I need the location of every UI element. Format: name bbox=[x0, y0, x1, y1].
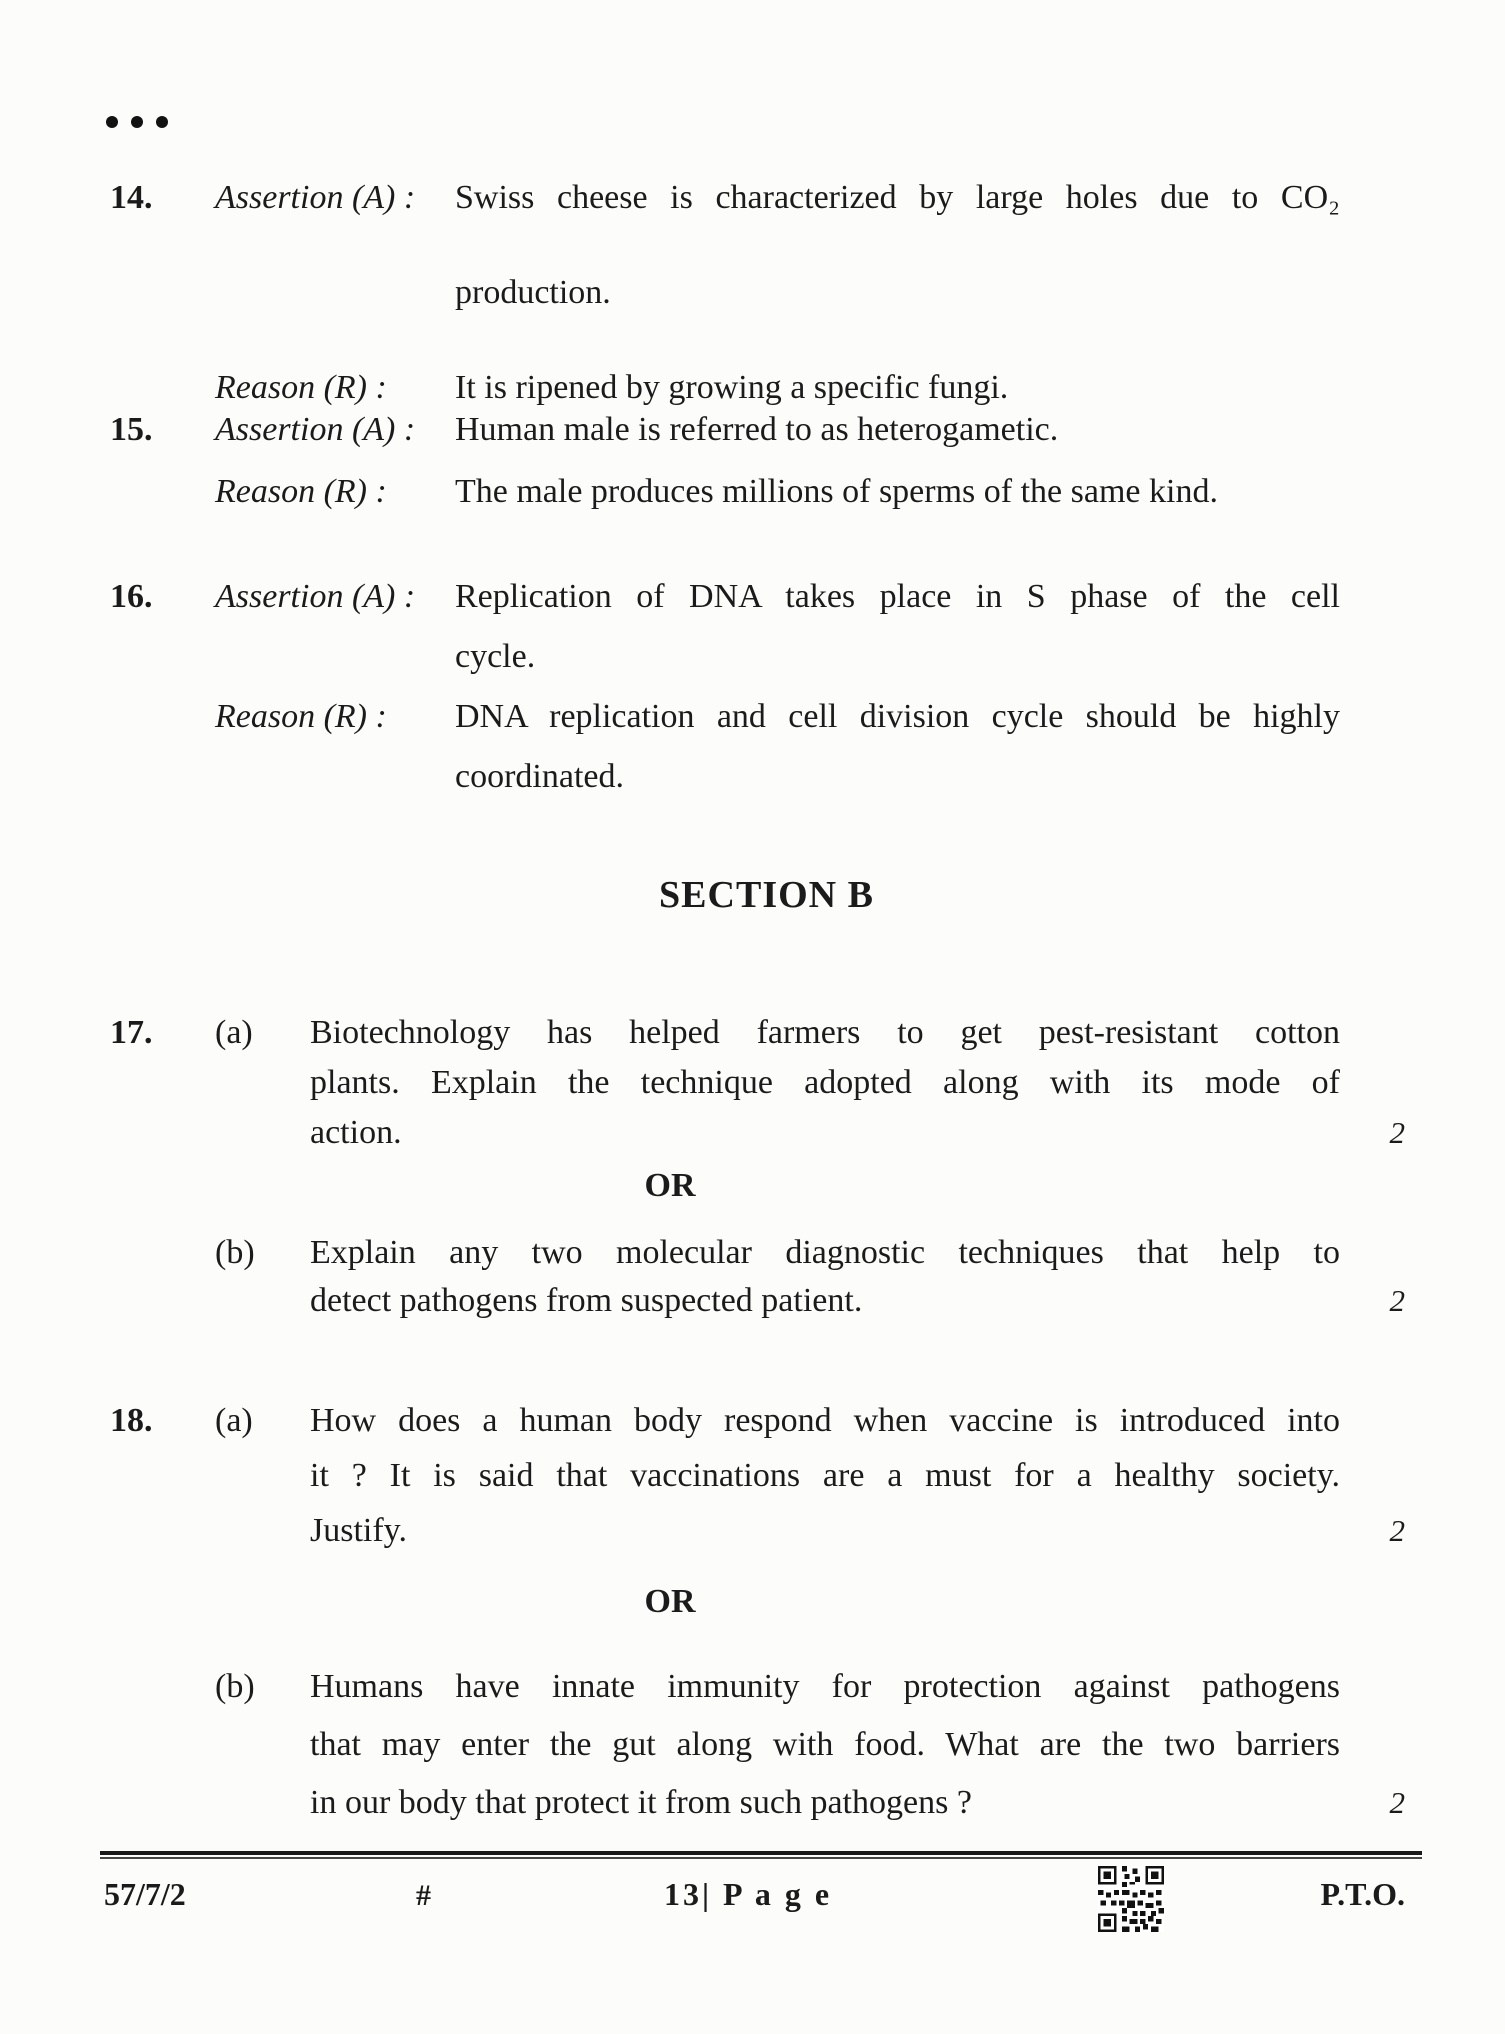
footer-divider bbox=[100, 1851, 1422, 1859]
text-line: Replication of DNA takes place in S phase of the cell bbox=[455, 578, 1340, 615]
question-18a bbox=[110, 1393, 1410, 1558]
reason-label: Reason (R) : bbox=[215, 369, 387, 406]
question-15 bbox=[110, 399, 1410, 523]
part-label: (b) bbox=[215, 1234, 255, 1271]
assertion-label: Assertion (A) : bbox=[215, 179, 416, 216]
or-separator: OR bbox=[644, 1167, 696, 1204]
reason-label: Reason (R) : bbox=[215, 473, 387, 510]
assertion-row bbox=[110, 150, 1410, 340]
assertion-label: Assertion (A) : bbox=[215, 411, 416, 448]
assertion-label: Assertion (A) : bbox=[215, 578, 416, 615]
or-separator: OR bbox=[644, 1583, 696, 1620]
text-line: How does a human body respond when vaccine is introduced into bbox=[310, 1402, 1340, 1439]
question-part-row bbox=[110, 1008, 1410, 1158]
marks-cell bbox=[1340, 1658, 1405, 1832]
question-17b bbox=[110, 1229, 1410, 1325]
pto-label: P.T.O. bbox=[1320, 1876, 1405, 1912]
question-16 bbox=[110, 567, 1410, 807]
assertion-row bbox=[110, 567, 1410, 687]
marks-value: 2 bbox=[1389, 1283, 1405, 1318]
marks-cell bbox=[1340, 1229, 1405, 1325]
question-text bbox=[310, 1393, 1340, 1558]
reason-row bbox=[110, 687, 1410, 807]
text-line: production. bbox=[455, 274, 611, 311]
paper-code: 57/7/2 bbox=[104, 1876, 186, 1912]
reason-row bbox=[110, 461, 1410, 523]
text-line: plants. Explain the technique adopted along with its mode of bbox=[310, 1064, 1340, 1101]
question-text bbox=[310, 1229, 1340, 1325]
question-part-row bbox=[110, 1229, 1410, 1325]
text-line: Justify. bbox=[310, 1512, 407, 1549]
part-label: (b) bbox=[215, 1668, 255, 1705]
assertion-row bbox=[110, 399, 1410, 461]
dot bbox=[131, 116, 143, 128]
reason-label: Reason (R) : bbox=[215, 698, 387, 735]
question-part-row bbox=[110, 1393, 1410, 1558]
assertion-text bbox=[455, 150, 1340, 340]
question-17a bbox=[110, 1008, 1410, 1158]
text-line: Biotechnology has helped farmers to get pest-resistant cotton bbox=[310, 1014, 1340, 1051]
qr-code-icon bbox=[1098, 1864, 1164, 1934]
question-number: 15. bbox=[110, 411, 153, 448]
text-line: Humans have innate immunity for protection against pathogens bbox=[310, 1668, 1340, 1705]
text-line: It is ripened by growing a specific fungi. bbox=[455, 369, 1009, 406]
marks-cell bbox=[1340, 1393, 1405, 1558]
text-line: The male produces millions of sperms of the same kind. bbox=[455, 473, 1218, 510]
dot bbox=[106, 116, 118, 128]
text-line: detect pathogens from suspected patient. bbox=[310, 1282, 863, 1319]
text-line: Swiss cheese is characterized by large holes due to CO₂ bbox=[455, 179, 1340, 216]
text-line: action. bbox=[310, 1114, 402, 1151]
marks-cell bbox=[1340, 1008, 1405, 1158]
question-number: 17. bbox=[110, 1014, 153, 1051]
text-line: DNA replication and cell division cycle should be highly bbox=[455, 698, 1340, 735]
page-corner-dots-icon bbox=[106, 116, 168, 128]
question-14 bbox=[110, 150, 1410, 435]
question-number: 14. bbox=[110, 179, 153, 216]
text-line: that may enter the gut along with food. What are the two barriers bbox=[310, 1726, 1340, 1763]
text-line: Human male is referred to as heterogametic. bbox=[455, 411, 1059, 448]
marks-value: 2 bbox=[1389, 1785, 1405, 1820]
marks-value: 2 bbox=[1389, 1513, 1405, 1548]
text-line: coordinated. bbox=[455, 758, 624, 795]
text-line: Explain any two molecular diagnostic techniques that help to bbox=[310, 1234, 1340, 1271]
text-line: in our body that protect it from such pathogens ? bbox=[310, 1784, 972, 1821]
reason-text bbox=[455, 461, 1340, 523]
question-number: 16. bbox=[110, 578, 153, 615]
marks-value: 2 bbox=[1389, 1115, 1405, 1150]
part-label: (a) bbox=[215, 1014, 253, 1051]
page-number-label: 13| P a g e bbox=[664, 1876, 833, 1912]
dot bbox=[156, 116, 168, 128]
question-part-row bbox=[110, 1658, 1410, 1832]
question-text bbox=[310, 1008, 1340, 1158]
part-label: (a) bbox=[215, 1402, 253, 1439]
text-line: it ? It is said that vaccinations are a must for a healthy society. bbox=[310, 1457, 1340, 1494]
reason-text bbox=[455, 687, 1340, 807]
question-number: 18. bbox=[110, 1402, 153, 1439]
text-line: cycle. bbox=[455, 638, 536, 675]
question-18b bbox=[110, 1658, 1410, 1832]
assertion-text bbox=[455, 567, 1340, 687]
section-heading: SECTION B bbox=[659, 874, 874, 916]
hash-mark: # bbox=[416, 1879, 431, 1912]
assertion-text bbox=[455, 399, 1340, 461]
question-text bbox=[310, 1658, 1340, 1832]
